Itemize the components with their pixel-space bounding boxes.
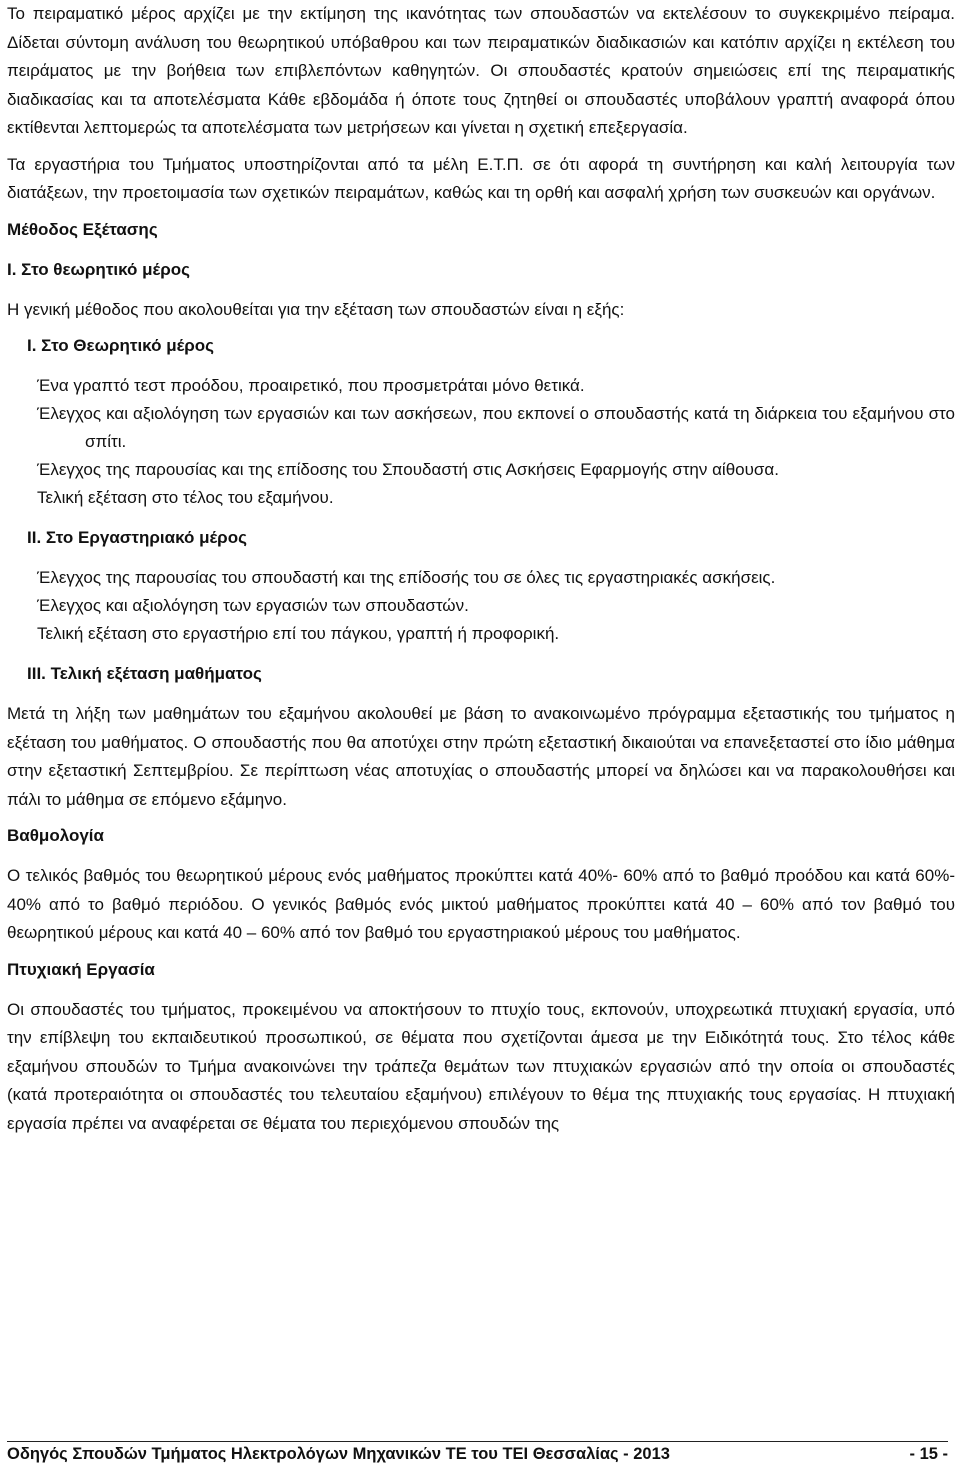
method-heading: Μέθοδος Εξέτασης — [7, 219, 158, 239]
grading-heading: Βαθμολογία — [7, 826, 104, 845]
grading-text: Ο τελικός βαθμός του θεωρητικού μέρους ενός μαθήματος προκύπτει κατά 40%- 60% από το βαθμό προόδου και κατά 60%- 40% από το βαθμό περιόδου. Ο γενικός βαθμός ενός μικτού μαθήματος προκύπτει κατά 40 – 60% από τον βαθμό του θεωρητικού μέρους και κατά 40 – 60% από τον βαθμό του εργαστηριακού μέρους του μαθήματος. — [7, 866, 955, 942]
intro-paragraph-2: Τα εργαστήρια του Τμήματος υποστηρίζονται από τα μέλη Ε.Τ.Π. σε ότι αφορά τη συντήρηση και καλή λειτουργία των διατάξεων, την προετοιμασία των σχετικών πειραμάτων, καθώς και τη ορθή και ασφαλή χρήση των συσκευών και οργάνων. — [7, 154, 955, 202]
thesis-heading: Πτυχιακή Εργασία — [7, 959, 155, 979]
list-item: Ένα γραπτό τεστ προόδου, προαιρετικό, που προσμετράται μόνο θετικά. — [37, 376, 585, 395]
lab-heading: ΙΙ. Στο Εργαστηριακό μέρος — [27, 528, 247, 547]
lab-list — [7, 564, 955, 648]
list-item: Έλεγχος της παρουσίας του σπουδαστή και της επίδοσής του σε όλες τις εργαστηριακές ασκήσεις. — [37, 568, 776, 587]
list-item: Τελική εξέταση στο εργαστήριο επί του πάγκου, γραπτή ή προφορική. — [37, 624, 560, 643]
final-exam-heading: ΙΙΙ. Τελική εξέταση μαθήματος — [27, 664, 262, 683]
document-page — [7, 0, 955, 1138]
theory-list — [7, 372, 955, 512]
list-item: Έλεγχος της παρουσίας και της επίδοσης του Σπουδαστή στις Ασκήσεις Εφαρμογής στην αίθουσα. — [37, 460, 779, 479]
theory-heading: Ι. Στο Θεωρητικό μέρος — [27, 336, 214, 355]
page-footer — [7, 1441, 948, 1464]
general-method-text: Η γενική μέθοδος που ακολουθείται για την εξέταση των σπουδαστών είναι η εξής: — [7, 299, 625, 319]
thesis-text: Οι σπουδαστές του τμήματος, προκειμένου να αποκτήσουν το πτυχίο τους, εκπονούν, υποχρεωτικά πτυχιακή εργασία, υπό την επίβλεψη του εκπαιδευτικού προσωπικού, σε θέματα που σχετίζονται άμεσα με την Ειδικότητά τους. Στο τέλος κάθε εξαμήνου σπουδών το Τμήμα ανακοινώνει την τράπεζα θεμάτων των πτυχιακών εργασιών από την οποία οι σπουδαστές (κατά προτεραιότητα οι σπουδαστές του τελευταίου εξαμήνου) επιλέγουν το θέμα της πτυχιακής τους εργασίας. Η πτυχιακή εργασία πρέπει να αναφέρεται σε θέματα του περιεχόμενου σπουδών της — [7, 999, 955, 1133]
list-item: Έλεγχος και αξιολόγηση των εργασιών και των ασκήσεων, που εκπονεί ο σπουδαστής κατά τη διάρκεια του εξαμήνου στο σπίτι. — [37, 404, 955, 451]
page-number: - 15 - — [909, 1445, 948, 1463]
footer-title: Οδηγός Σπουδών Τμήματος Ηλεκτρολόγων Μηχανικών ΤΕ του ΤΕΙ Θεσσαλίας - 2013 — [7, 1445, 670, 1463]
method-subheading: Ι. Στο θεωρητικό μέρος — [7, 259, 190, 279]
list-item: Έλεγχος και αξιολόγηση των εργασιών των σπουδαστών. — [37, 596, 469, 615]
final-exam-text: Μετά τη λήξη των μαθημάτων του εξαμήνου ακολουθεί με βάση το ανακοινωμένο πρόγραμμα εξεταστικής του τμήματος η εξέταση του μαθήματος. Ο σπουδαστής που θα αποτύχει στην πρώτη εξεταστική δικαιούται να επανεξεταστεί στο ίδιο μάθημα στην εξεταστική Σεπτεμβρίου. Σε περίπτωση νέας αποτυχίας ο σπουδαστής μπορεί να δηλώσει και να παρακολουθήσει και πάλι το μάθημα σε επόμενο εξάμηνο. — [7, 704, 955, 809]
list-item: Τελική εξέταση στο τέλος του εξαμήνου. — [37, 488, 334, 507]
intro-paragraph-1: Το πειραματικό μέρος αρχίζει με την εκτίμηση της ικανότητας των σπουδαστών να εκτελέσουν το συγκεκριμένο πείραμα. Δίδεται σύντομη ανάλυση του θεωρητικού υπόβαθρου και των πειραματικών διαδικασιών και κατόπιν αρχίζει η εκτέλεση του πειράματος με την βοήθεια των επιβλεπόντων καθηγητών. Οι σπουδαστές κρατούν σημειώσεις επί της πειραματικής διαδικασίας και τα αποτελέσματα Κάθε εβδομάδα ή όποτε τους ζητηθεί οι σπουδαστές υποβάλουν γραπτή αναφορά όπου εκτίθενται λεπτομερώς τα αποτελέσματα των μετρήσεων και γίνεται η σχετική επεξεργασία. — [7, 4, 955, 137]
